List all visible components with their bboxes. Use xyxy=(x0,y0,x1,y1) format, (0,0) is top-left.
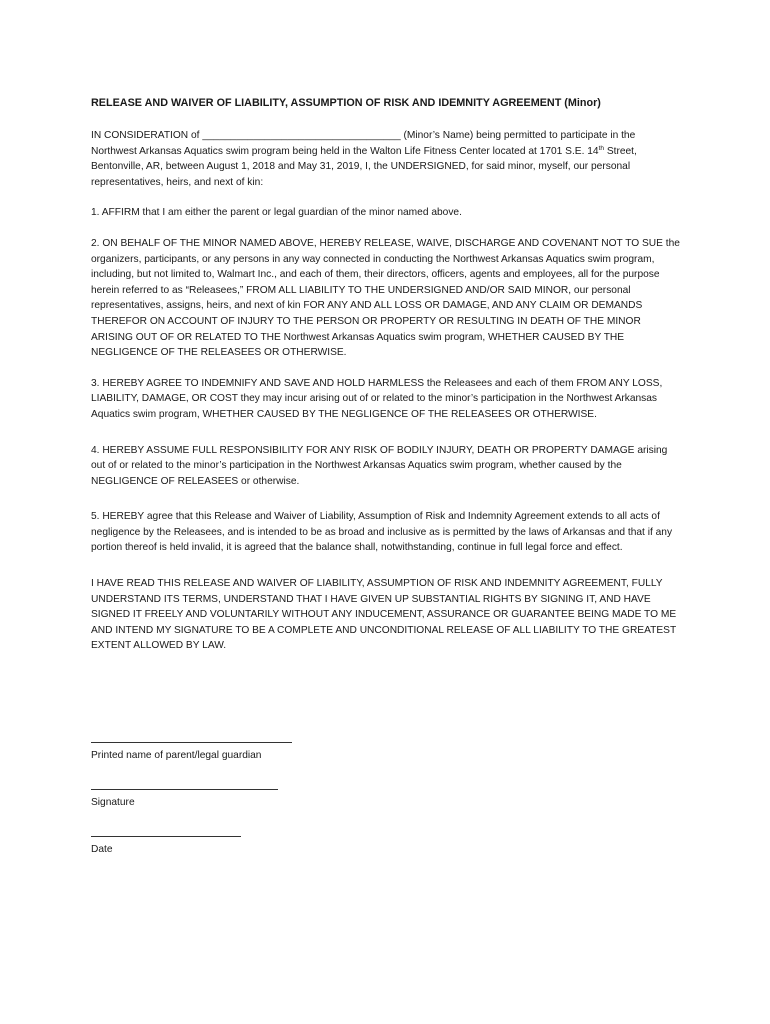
minor-name-blank[interactable]: ___________________________________ xyxy=(202,130,401,141)
acknowledgement-paragraph: I HAVE READ THIS RELEASE AND WAIVER OF LIABILITY, ASSUMPTION OF RISK AND INDEMNITY AGREEMENT, FULLY UNDERSTAND ITS TERMS, UNDERSTAND THAT I HAVE GIVEN UP SUBSTANTIAL RIGHTS BY SIGNING IT, AND HAVE SIGNED IT FREELY AND VOLUNTARILY WITHOUT ANY INDUCEMENT, ASSURANCE OR GUARANTEE BEING MADE TO ME AND INTEND MY SIGNATURE TO BE A COMPLETE AND UNCONDITIONAL RELEASE OF ALL LIABILITY TO THE GREATEST EXTENT ALLOWED BY LAW. xyxy=(91,578,677,652)
printed-name-line[interactable] xyxy=(91,742,292,743)
document-title: RELEASE AND WAIVER OF LIABILITY, ASSUMPTION OF RISK AND IDEMNITY AGREEMENT (Minor) xyxy=(91,97,601,109)
signature-line[interactable] xyxy=(91,789,278,790)
clause-1: 1. AFFIRM that I am either the parent or legal guardian of the minor named above. xyxy=(91,207,462,219)
intro-text-3: Street, Bentonville, AR, between August 1, 2018 and May 31, 2019, I, the UNDERSIGNED, for said minor, myself, our personal representatives, heirs, and next of kin: xyxy=(91,145,637,188)
clause-4: 4. HEREBY ASSUME FULL RESPONSIBILITY FOR ANY RISK OF BODILY INJURY, DEATH OR PROPERTY DAMAGE arising out of or related to the minor’s participation in the Northwest Arkansas Aquatics swim program, whether caused by the NEGLIGENCE OF RELEASEES or otherwise. xyxy=(91,444,668,487)
street-ordinal: th xyxy=(598,144,604,152)
intro-text-1: IN CONSIDERATION of xyxy=(91,130,203,141)
document-body xyxy=(91,96,681,669)
printed-name-label: Printed name of parent/legal guardian xyxy=(91,750,262,761)
intro-paragraph xyxy=(91,128,681,190)
street-number: 14 xyxy=(587,145,599,157)
printed-name-field xyxy=(91,742,292,763)
signature-field xyxy=(91,789,278,810)
date-label: Date xyxy=(91,844,113,855)
clause-5: 5. HEREBY agree that this Release and Waiver of Liability, Assumption of Risk and Indemnity Agreement extends to all acts of negligence by the Releasees, and is intended to be as broad and inclusive as is permitted by the laws of Arkansas and that if any portion thereof is held invalid, it is agreed that the balance shall, notwithstanding, continue in full legal force and effect. xyxy=(91,511,673,554)
clause-3: 3. HEREBY AGREE TO INDEMNIFY AND SAVE AND HOLD HARMLESS the Releasees and each of them FROM ANY LOSS, LIABILITY, DAMAGE, OR COST they may incur arising out of or related to the minor’s participation in the Northwest Arkansas Aquatics swim program, WHETHER CAUSED BY THE NEGLIGENCE OF THE RELEASEES OR OTHERWISE. xyxy=(91,377,663,420)
clause-2: 2. ON BEHALF OF THE MINOR NAMED ABOVE, HEREBY RELEASE, WAIVE, DISCHARGE AND COVENANT NOT TO SUE the organizers, participants, or any persons in any way connected in conducting the Northwest Arkansas Aquatics swim program, including, but not limited to, Walmart Inc., and each of them, their directors, officers, agents and employees, all for the purpose herein referred to as “Releasees,” FROM ALL LIABILITY TO THE UNDERSIGNED AND/OR SAID MINOR, our personal representatives, assigns, heirs, and next of kin FOR ANY AND ALL LOSS OR DAMAGE, AND ANY CLAIM OR DEMANDS THEREFOR ON ACCOUNT OF INJURY TO THE PERSON OR PROPERTY OR RESULTING IN DEATH OF THE MINOR ARISING OUT OF OR RELATED TO THE Northwest Arkansas Aquatics swim program, WHETHER CAUSED BY THE NEGLIGENCE OF THE RELEASEES OR OTHERWISE. xyxy=(91,237,680,359)
intro-text-2: (Minor’s Name) being permitted to participate in the Northwest Arkansas Aquatics swim program being held in the Walton Life Fitness Center located at 1701 S.E. xyxy=(91,130,636,157)
date-line[interactable] xyxy=(91,836,241,837)
signature-label: Signature xyxy=(91,797,135,808)
date-field xyxy=(91,836,241,857)
